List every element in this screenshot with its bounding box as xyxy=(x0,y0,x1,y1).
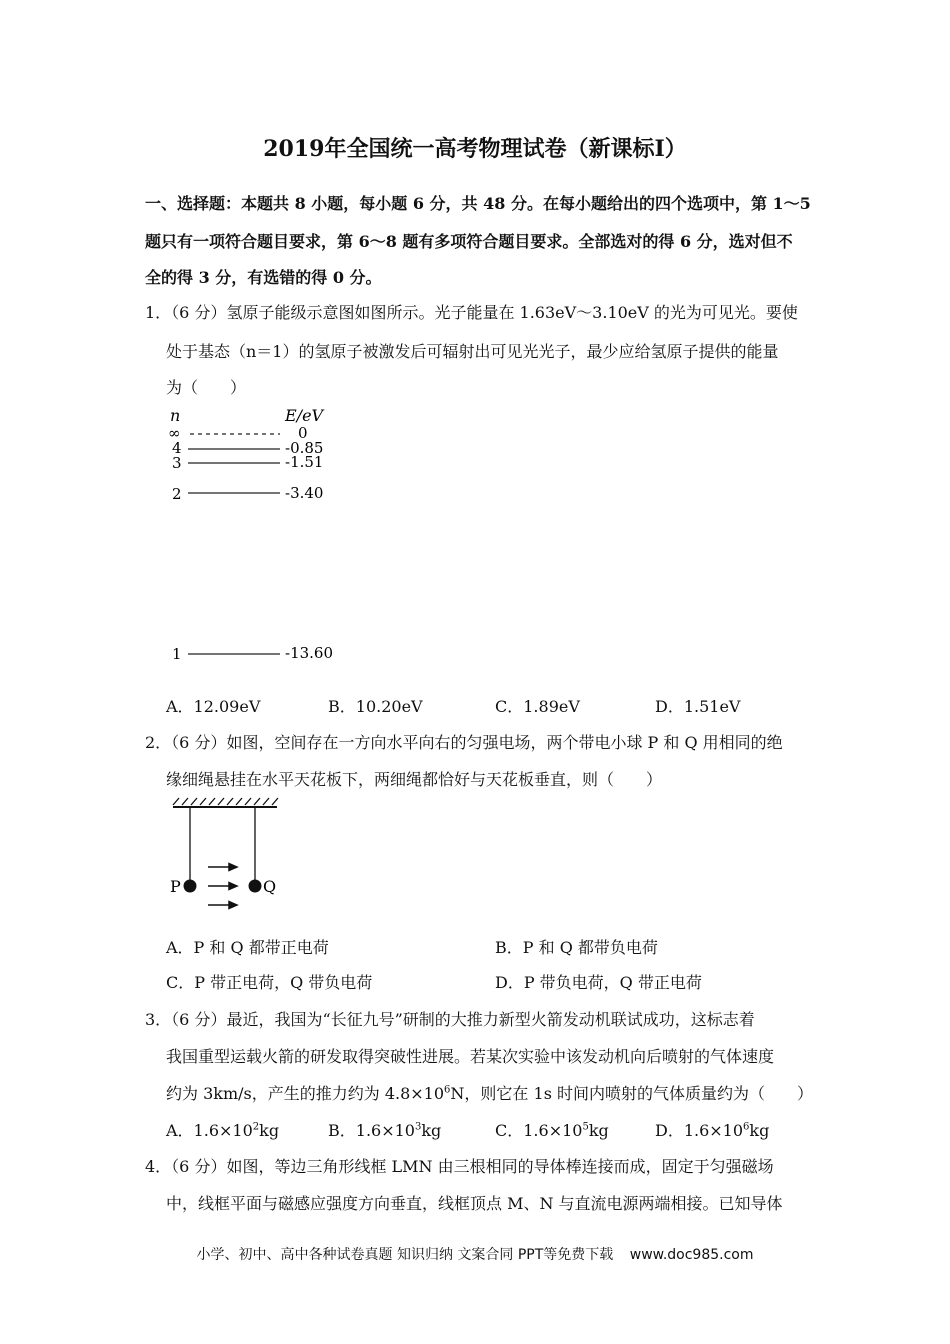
pendulum-field-diagram xyxy=(165,795,285,920)
question-2-option-c: C．P 带正电荷，Q 带负电荷 xyxy=(166,973,373,992)
footer-url[interactable]: www.doc985.com xyxy=(629,1247,754,1263)
level-e-inf: 0 xyxy=(298,424,308,442)
ceiling-hatching xyxy=(173,798,278,805)
section-instructions-line-2: 题只有一项符合题目要求，第 6～8 题有多项符合题目要求。全部选对的得 6 分，选对但不 xyxy=(145,232,793,251)
section-instructions-line-1: 一、选择题：本题共 8 小题，每小题 6 分，共 48 分。在每小题给出的四个选项中，第 1～5 xyxy=(145,194,811,213)
question-1-line-1: 1．（6 分）氢原子能级示意图如图所示。光子能量在 1.63eV～3.10eV 的光为可见光。要使 xyxy=(145,303,798,322)
question-2-option-d: D．P 带负电荷，Q 带正电荷 xyxy=(495,973,702,992)
field-arrows xyxy=(208,864,237,909)
question-2-line-2: 缘细绳悬挂在水平天花板下，两细绳都恰好与天花板垂直，则（ ） xyxy=(166,770,663,789)
level-e-3: -1.51 xyxy=(285,453,324,471)
page-title: 2019年全国统一高考物理试卷（新课标Ⅰ） xyxy=(263,136,687,162)
energy-axis-label: E/eV xyxy=(285,406,324,425)
level-e-4: -0.85 xyxy=(285,439,324,457)
question-3-line-2: 我国重型运载火箭的研发取得突破性进展。若某次实验中该发动机向后喷射的气体速度 xyxy=(166,1047,775,1066)
level-n-2: 2 xyxy=(172,485,182,503)
question-4-line-1: 4．（6 分）如图，等边三角形线框 LMN 由三根相同的导体棒连接而成，固定于匀强磁场 xyxy=(145,1157,774,1176)
question-1-option-b: B．10.20eV xyxy=(328,697,423,716)
question-3-option-d: D．$1.6\times 10^6kg$ xyxy=(655,1121,770,1140)
question-3-option-b: B．$1.6\times 10^3kg$ xyxy=(328,1121,442,1140)
label-p: P xyxy=(170,877,181,896)
label-q: Q xyxy=(263,877,277,896)
level-e-2: -3.40 xyxy=(285,484,324,502)
question-3-option-a: A．$1.6\times 10^2kg$ xyxy=(166,1121,280,1140)
question-3-line-1: 3．（6 分）最近，我国为“长征九号”研制的大推力新型火箭发动机联试成功，这标志着 xyxy=(145,1010,755,1029)
question-1-option-a: A．12.09eV xyxy=(166,697,261,716)
section-instructions-line-3: 全的得 3 分，有选错的得 0 分。 xyxy=(145,268,382,287)
question-3-line-3: 约为 3km/s，产生的推力约为 $4.8\times 10^6N$，则它在 1s 时间内喷射的气体质量约为（ ） xyxy=(166,1084,813,1103)
question-1-line-3: 为（ ） xyxy=(166,378,247,397)
level-e-1: -13.60 xyxy=(285,644,334,662)
footer-text: 小学、初中、高中各种试卷真题 知识归纳 文案合同 PPT等免费下载 xyxy=(196,1247,614,1263)
question-2-option-b: B．P 和 Q 都带负电荷 xyxy=(495,938,658,957)
level-n-4: 4 xyxy=(172,439,182,457)
question-4-line-2: 中，线框平面与磁感应强度方向垂直，线框顶点 M、N 与直流电源两端相接。已知导体 xyxy=(166,1194,783,1213)
level-n-1: 1 xyxy=(172,645,182,663)
page-footer xyxy=(0,1244,950,1264)
question-2-option-a: A．P 和 Q 都带正电荷 xyxy=(166,938,329,957)
question-1-option-c: C．1.89eV xyxy=(495,697,580,716)
ball-q xyxy=(249,880,262,893)
question-1-line-2: 处于基态（n＝1）的氢原子被激发后可辐射出可见光光子，最少应给氢原子提供的能量 xyxy=(166,342,779,361)
question-3-option-c: C．$1.6\times 10^5kg$ xyxy=(495,1121,609,1140)
energy-level-diagram xyxy=(160,405,360,670)
question-1-option-d: D．1.51eV xyxy=(655,697,741,716)
level-n-inf: ∞ xyxy=(168,424,181,442)
ball-p xyxy=(184,880,197,893)
level-n-3: 3 xyxy=(172,454,182,472)
question-2-line-1: 2．（6 分）如图，空间存在一方向水平向右的匀强电场，两个带电小球 P 和 Q 用相同的绝 xyxy=(145,733,783,752)
n-axis-label: n xyxy=(170,406,181,425)
